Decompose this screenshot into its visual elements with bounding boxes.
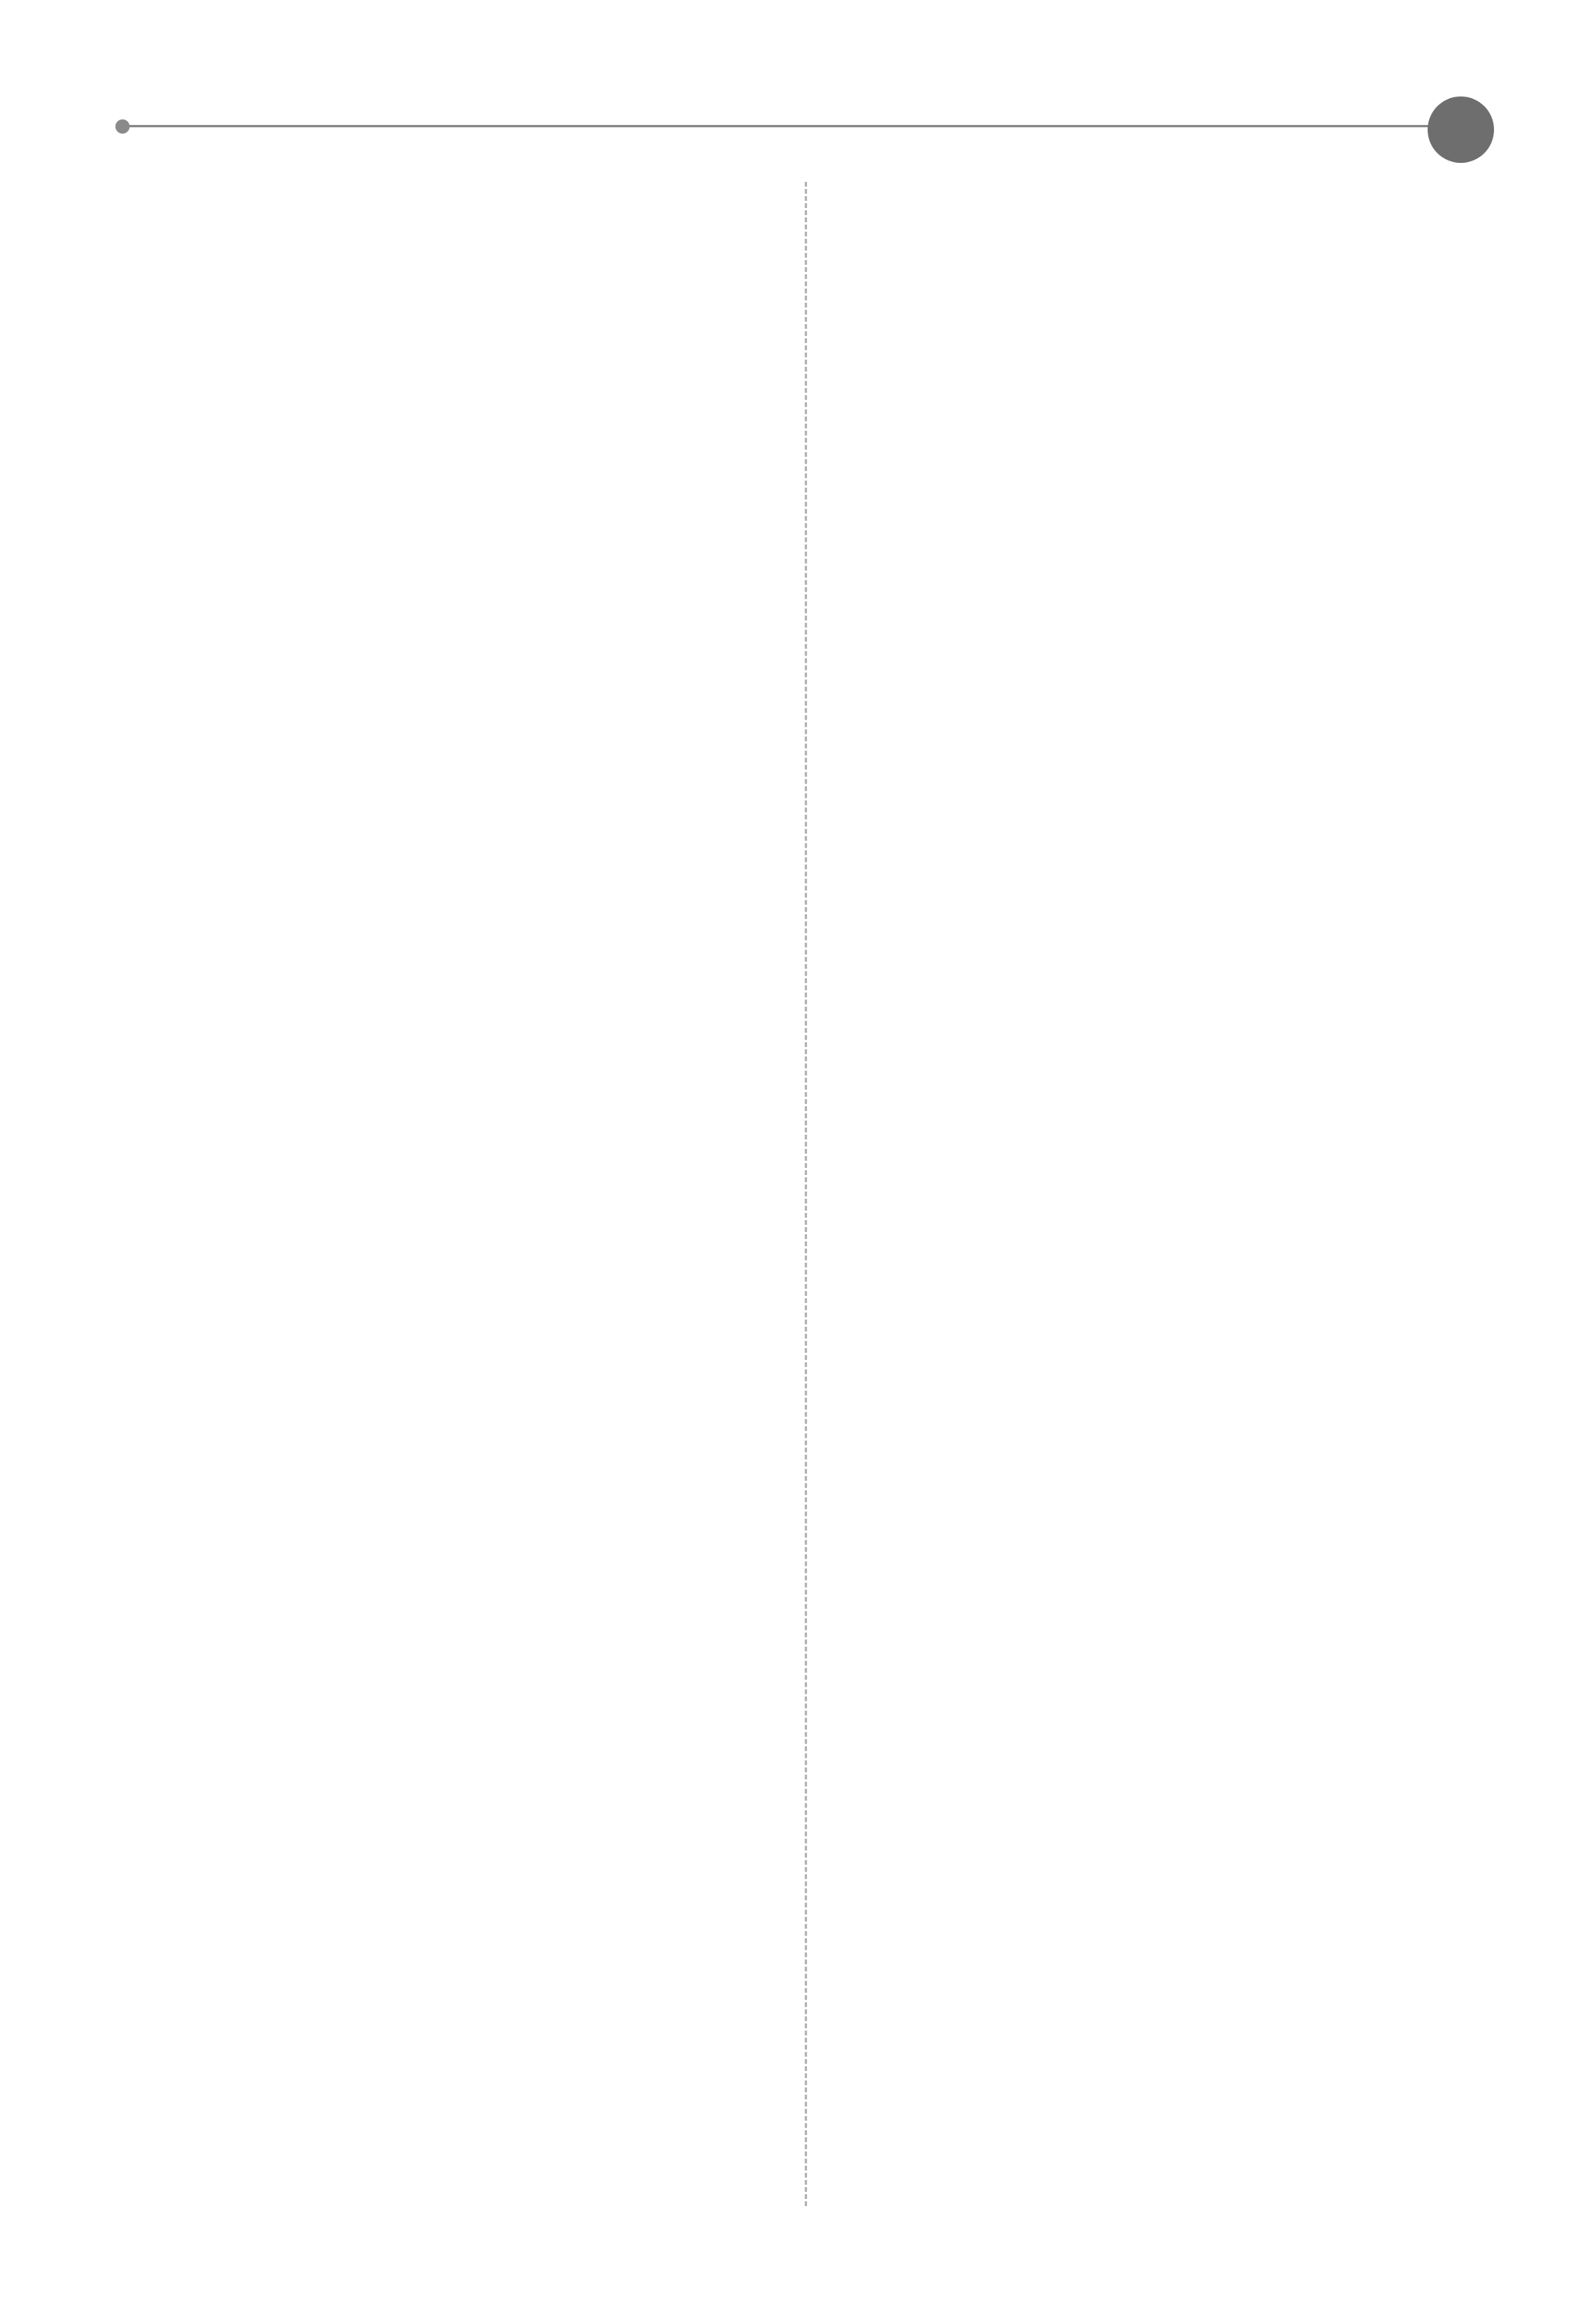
page-number-badge xyxy=(1428,96,1494,163)
column-divider xyxy=(805,182,807,2206)
header-rule xyxy=(119,125,1431,127)
